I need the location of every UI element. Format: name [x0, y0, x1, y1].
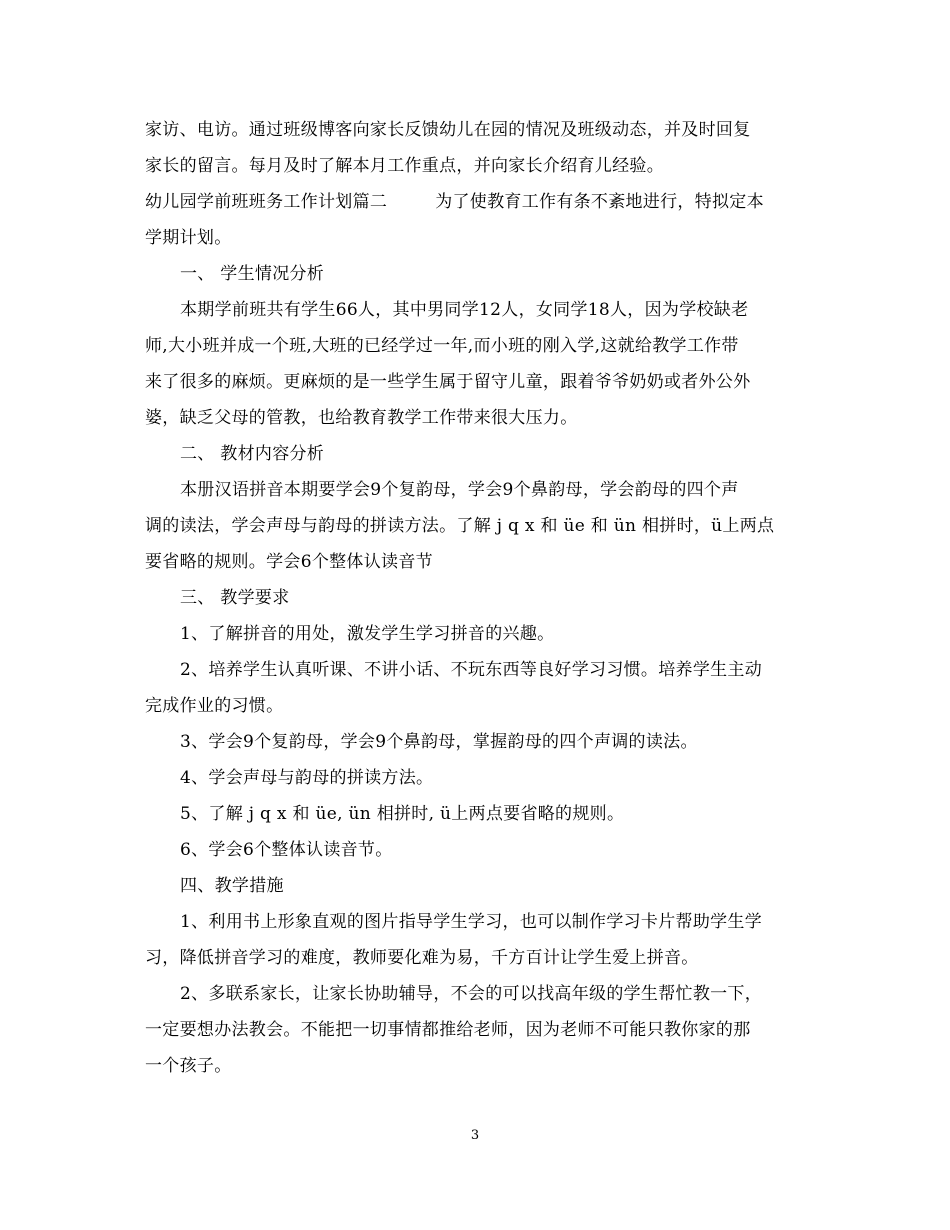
paragraph-line: 本期学前班共有学生66人，其中男同学12人，女同学18人，因为学校缺老 — [180, 300, 749, 320]
list-item-continued: 完成作业的习惯。 — [145, 696, 284, 716]
list-item: 3、学会9个复韵母，学会9个鼻韵母，掌握韵母的四个声调的读法。 — [180, 732, 698, 752]
section-heading: 四、教学措施 — [180, 876, 284, 896]
list-item: 2、多联系家长，让家长协助辅导，不会的可以找高年级的学生帮忙教一下， — [180, 984, 763, 1004]
paragraph-line: 来了很多的麻烦。更麻烦的是一些学生属于留守儿童，跟着爷爷奶奶或者外公外 — [145, 372, 751, 392]
paragraph-line: 师,大小班并成一个班,大班的已经学过一年,而小班的刚入学,这就给教学工作带 — [145, 336, 739, 356]
list-item: 5、了解 j q x 和 üe, ün 相拼时, ü上两点要省略的规则。 — [180, 804, 625, 824]
paragraph-line: 婆，缺乏父母的管教，也给教育教学工作带来很大压力。 — [145, 408, 578, 428]
paragraph-line: 家长的留言。每月及时了解本月工作重点，并向家长介绍育儿经验。 — [145, 156, 664, 176]
paragraph-line: 调的读法，学会声母与韵母的拼读方法。了解 j q x 和 üe 和 ün 相拼时，ü上两点 — [145, 516, 775, 536]
paragraph-text: 为了使教育工作有条不紊地进行，特拟定本 — [435, 192, 764, 212]
list-item: 6、学会6个整体认读音节。 — [180, 840, 393, 860]
list-item: 1、了解拼音的用处，激发学生学习拼音的兴趣。 — [180, 624, 555, 644]
paragraph-line: 家访、电访。通过班级博客向家长反馈幼儿在园的情况及班级动态，并及时回复 — [145, 120, 751, 140]
section-heading: 二、 教材内容分析 — [180, 444, 325, 464]
list-item-continued: 一定要想办法教会。不能把一切事情都推给老师，因为老师不可能只教你家的那 — [145, 1020, 751, 1040]
list-item: 1、利用书上形象直观的图片指导学生学习，也可以制作学习卡片帮助学生学 — [180, 912, 763, 932]
document-body — [145, 112, 810, 1084]
list-item: 2、培养学生认真听课、不讲小话、不玩东西等良好学习习惯。培养学生主动 — [180, 660, 763, 680]
section-heading: 三、 教学要求 — [180, 588, 290, 608]
list-item: 4、学会声母与韵母的拼读方法。 — [180, 768, 434, 788]
list-item-continued: 一个孩子。 — [145, 1056, 232, 1076]
paragraph-line: 要省略的规则。学会6个整体认读音节 — [145, 552, 433, 572]
section-title-line — [145, 184, 810, 220]
list-item-continued: 习，降低拼音学习的难度，教师要化难为易，千方百计让学生爱上拼音。 — [145, 948, 699, 968]
paragraph-line: 本册汉语拼音本期要学会9个复韵母，学会9个鼻韵母，学会韵母的四个声 — [180, 480, 739, 500]
section-title: 幼儿园学前班班务工作计划篇二 — [145, 192, 388, 212]
page-number: 3 — [470, 1128, 480, 1143]
section-heading: 一、 学生情况分析 — [180, 264, 325, 284]
paragraph-line: 学期计划。 — [145, 228, 232, 248]
